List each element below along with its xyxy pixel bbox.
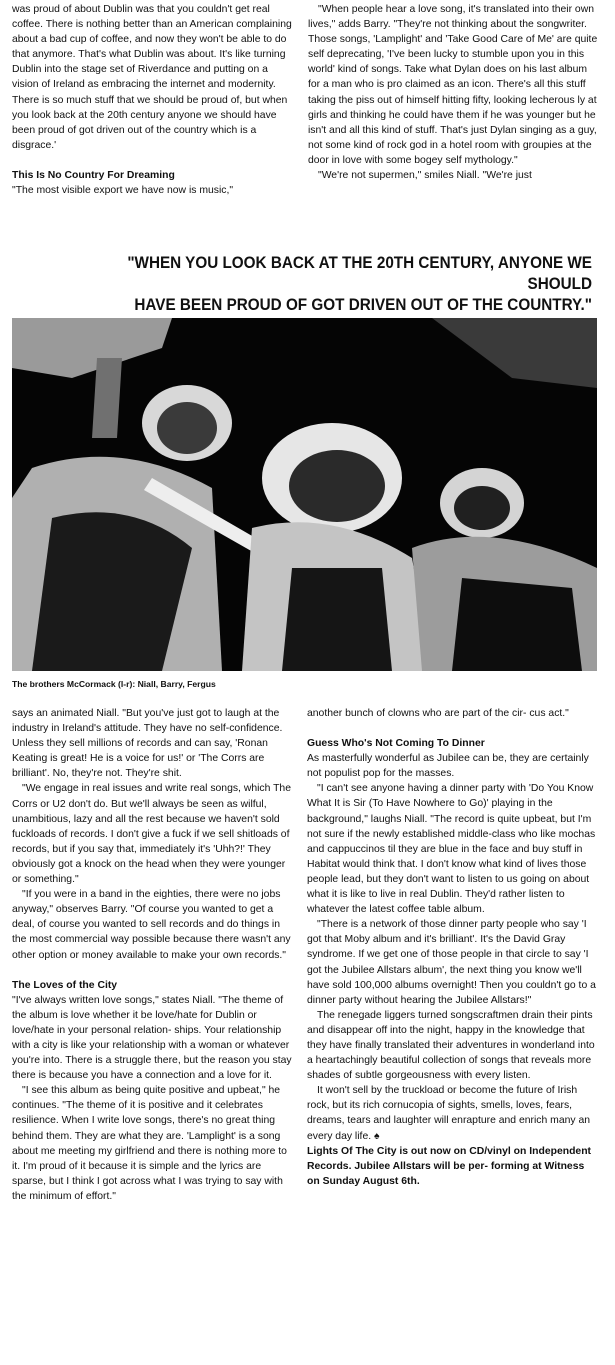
bottom-left-column	[12, 706, 296, 1204]
paragraph: The renegade liggers turned songscraftmen drain their pints and disappear off into the night, happy in the knowledge that they have finally translated their adventures in wonderland into a heartachingly beautiful collection of songs that reveals more shades of subtle gorgeousness with every listen.	[307, 1009, 595, 1082]
paragraph: was proud of about Dublin was that you couldn't get real coffee. There is nothing better than an American complaining about a bad cup of coffee, and now they won't be able to do that anymore. That's what Dublin was about. It's like turning Dublin into the stage set of Riverdance and putting on a vision of Ireland as embracing the internet and modernity. There is so much stuff that we should be proud of, but when you look back at the 20th century anyone we should have been proud of got driven out of the country which is a disgrace.'	[12, 4, 292, 151]
paragraph: says an animated Niall. "But you've just got to laugh at the industry in Ireland's attitude. They have no self-confidence. Unless they sell millions of records and can say, 'Ronan Keating is great! He is a voice for us!' or 'The Corrs are brilliant'. No, they're not. They're shit.	[12, 708, 283, 780]
paragraph	[307, 1083, 599, 1143]
top-right-column	[308, 2, 600, 183]
paragraph: "There is a network of those dinner party people who say 'I got that Moby album and it's brilliant'. It's the David Gray syndrome. If we get one of those people in that circle to say 'I got the Jubilee Allstars album', the next thing you know we'll have sold 100,000 albums overnight! Then you couldn't go to a dinner party without hearing the Jubilee Allstars!"	[307, 919, 596, 1006]
section-heading: This Is No Country For Dreaming	[12, 169, 175, 181]
paragraph: "I can't see anyone having a dinner party with 'Do You Know What It is Sir (To Have Nowhere to Go)' playing in the background," laughs Niall. "The record is quite upbeat, but I'm not sure if the newly established middle-class who like mochas and cappuccinos til they are blue in the face and buy stuff in Habitat would think that. I don't know what kind of lives those people lead, but they don't want to listen to us going on about what it is like to live in real Dublin. They'd rather listen to whatever the latest coffee table album.	[307, 783, 596, 916]
pull-quote-line: "WHEN YOU LOOK BACK AT THE 20TH CENTURY, ANYONE WE SHOULD	[127, 253, 592, 293]
paragraph: "If you were in a band in the eighties, there were no jobs anyway," observes Barry. "Of course you wanted to get a deal, of course you wanted to sell records and do things in the most commercial way possible because there wasn't any other option or money available to make your own records."	[12, 889, 291, 961]
band-photo	[12, 318, 597, 671]
section-heading: Guess Who's Not Coming To Dinner	[307, 738, 485, 750]
photo-image	[12, 318, 597, 671]
pull-quote	[84, 252, 592, 315]
release-credit: Lights Of The City is out now on CD/vinyl on Independent Records. Jubilee Allstars will be per- forming at Witness on Sunday August 6th.	[307, 1145, 592, 1187]
paragraph: As masterfully wonderful as Jubilee can be, they are certainly not populist pop for the masses.	[307, 753, 589, 780]
paragraph: "We engage in real issues and write real songs, which The Corrs or U2 don't do. But we'll always be seen as wilful, unambitious, lazy and all the rest because we haven't sold fuckloads of records. I don't give a fuck if we sell shitloads of records, but if you say that, immediately it's 'Uhh?!' They obviously got a knock on the head when they were younger or something."	[12, 783, 291, 886]
paragraph: another bunch of clowns who are part of the cir- cus act."	[307, 708, 569, 719]
paragraph: "We're not supermen," smiles Niall. "We're just	[318, 170, 532, 182]
paragraph: "When people hear a love song, it's translated into their own lives," adds Barry. "They're not thinking about the songwriter. Those songs, 'Lamplight' and 'Take Good Care of Me' are quite self deprecating, 'I've been lucky to stumble upon you in this world' kind of songs. Take what Dylan does on his last album for a man who is pro claimed as an icon. There's all this stuff taking the piss out of himself hitting fifty, looking lecherous ly at girls and thinking he could have them if he was younger but he isn't and all this kind of stuff. That's just Dylan singing as a guy, not some kind of rock god in a hotel room with groupies at the door in love with some bogey self mythology."	[308, 4, 598, 166]
bottom-right-column	[307, 706, 599, 1189]
paragraph: "I've always written love songs," states Niall. "The theme of the album is love whether it be love/hate for Dublin or love/hate in your personal relation- ships. Your relationship with a city is like your relationship with a woman or whatever you're into. There is a struggle there, but the reason you stay there is because you have a connection and a love for it.	[12, 994, 292, 1082]
paragraph: "I see this album as being quite positive and upbeat," he continues. "The theme of it is positive and it celebrates resilience. When I write love songs, there's no great thing behind them. They are what they are. 'Lamplight' is a song about me meeting my girlfriend and there is nothing more to it. I'm proud of it because it is simple and the lyrics are sparse, but I think I got across what I was trying to say with the minimum of effort."	[12, 1085, 287, 1202]
section-heading: The Loves of the City	[12, 979, 118, 991]
end-mark-icon: ♠	[374, 1130, 380, 1142]
paragraph: "The most visible export we have now is music,"	[12, 185, 234, 197]
closing-paragraph: It won't sell by the truckload or become the future of Irish rock, but its rich cornucopia of sights, smells, loves, fears, dreams, tears and laughter will enrapture and enrich many an every day life.	[307, 1085, 591, 1142]
photo-caption: The brothers McCormack (l-r): Niall, Barry, Fergus	[12, 679, 216, 689]
top-left-column	[12, 2, 296, 198]
pull-quote-line: HAVE BEEN PROUD OF GOT DRIVEN OUT OF THE COUNTRY."	[134, 295, 592, 314]
